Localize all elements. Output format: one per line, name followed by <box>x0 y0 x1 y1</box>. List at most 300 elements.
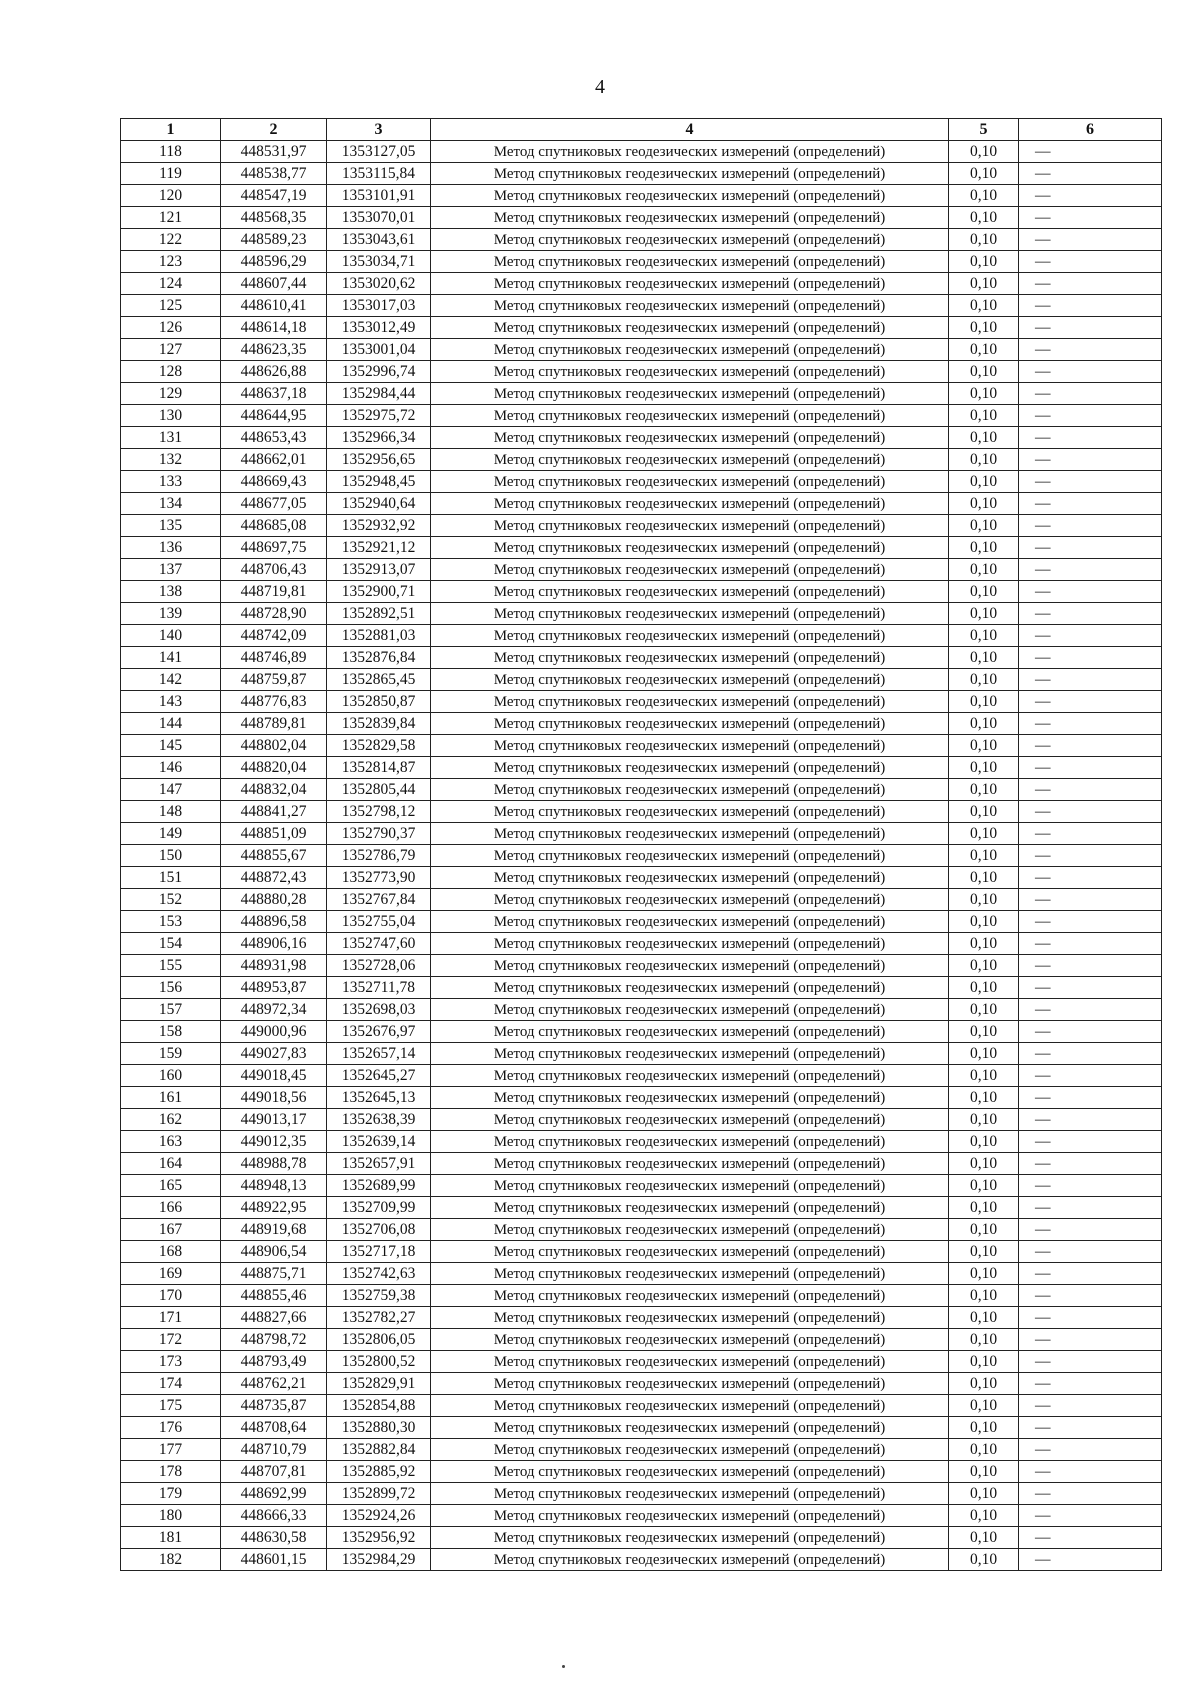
note-cell: — <box>1019 845 1162 867</box>
method-cell: Метод спутниковых геодезических измерений (определений) <box>431 1329 949 1351</box>
accuracy-cell: 0,10 <box>949 691 1019 713</box>
method-cell: Метод спутниковых геодезических измерений (определений) <box>431 1219 949 1241</box>
x-coordinate-cell: 448948,13 <box>221 1175 327 1197</box>
x-coordinate-cell: 448607,44 <box>221 273 327 295</box>
method-cell: Метод спутниковых геодезических измерений (определений) <box>431 1131 949 1153</box>
note-cell: — <box>1019 713 1162 735</box>
table-row <box>121 735 1162 757</box>
note-cell: — <box>1019 405 1162 427</box>
note-cell: — <box>1019 779 1162 801</box>
method-cell: Метод спутниковых геодезических измерений (определений) <box>431 273 949 295</box>
point-number-cell: 164 <box>121 1153 221 1175</box>
method-cell: Метод спутниковых геодезических измерений (определений) <box>431 471 949 493</box>
x-coordinate-cell: 448880,28 <box>221 889 327 911</box>
method-cell: Метод спутниковых геодезических измерений (определений) <box>431 1241 949 1263</box>
accuracy-cell: 0,10 <box>949 1241 1019 1263</box>
table-row <box>121 955 1162 977</box>
y-coordinate-cell: 1353020,62 <box>327 273 431 295</box>
point-number-cell: 139 <box>121 603 221 625</box>
y-coordinate-cell: 1352805,44 <box>327 779 431 801</box>
note-cell: — <box>1019 339 1162 361</box>
note-cell: — <box>1019 1131 1162 1153</box>
note-cell: — <box>1019 493 1162 515</box>
y-coordinate-cell: 1352966,34 <box>327 427 431 449</box>
note-cell: — <box>1019 735 1162 757</box>
x-coordinate-cell: 448988,78 <box>221 1153 327 1175</box>
point-number-cell: 181 <box>121 1527 221 1549</box>
note-cell: — <box>1019 1307 1162 1329</box>
table-row <box>121 1021 1162 1043</box>
table-row <box>121 779 1162 801</box>
y-coordinate-cell: 1352645,13 <box>327 1087 431 1109</box>
note-cell: — <box>1019 823 1162 845</box>
point-number-cell: 171 <box>121 1307 221 1329</box>
table-row <box>121 1505 1162 1527</box>
table-row <box>121 1285 1162 1307</box>
x-coordinate-cell: 448568,35 <box>221 207 327 229</box>
table-row <box>121 361 1162 383</box>
y-coordinate-cell: 1352839,84 <box>327 713 431 735</box>
point-number-cell: 162 <box>121 1109 221 1131</box>
method-cell: Метод спутниковых геодезических измерений (определений) <box>431 1021 949 1043</box>
table-row <box>121 339 1162 361</box>
note-cell: — <box>1019 1241 1162 1263</box>
method-cell: Метод спутниковых геодезических измерений (определений) <box>431 1439 949 1461</box>
accuracy-cell: 0,10 <box>949 999 1019 1021</box>
table-row <box>121 1351 1162 1373</box>
x-coordinate-cell: 448531,97 <box>221 141 327 163</box>
point-number-cell: 132 <box>121 449 221 471</box>
table-row <box>121 1219 1162 1241</box>
accuracy-cell: 0,10 <box>949 449 1019 471</box>
note-cell: — <box>1019 1549 1162 1571</box>
x-coordinate-cell: 448896,58 <box>221 911 327 933</box>
accuracy-cell: 0,10 <box>949 1549 1019 1571</box>
y-coordinate-cell: 1352698,03 <box>327 999 431 1021</box>
y-coordinate-cell: 1352706,08 <box>327 1219 431 1241</box>
note-cell: — <box>1019 801 1162 823</box>
y-coordinate-cell: 1352755,04 <box>327 911 431 933</box>
accuracy-cell: 0,10 <box>949 317 1019 339</box>
y-coordinate-cell: 1352850,87 <box>327 691 431 713</box>
accuracy-cell: 0,10 <box>949 977 1019 999</box>
y-coordinate-cell: 1352940,64 <box>327 493 431 515</box>
point-number-cell: 175 <box>121 1395 221 1417</box>
table-row <box>121 537 1162 559</box>
y-coordinate-cell: 1352921,12 <box>327 537 431 559</box>
note-cell: — <box>1019 1417 1162 1439</box>
y-coordinate-cell: 1352899,72 <box>327 1483 431 1505</box>
point-number-cell: 155 <box>121 955 221 977</box>
table-row <box>121 911 1162 933</box>
y-coordinate-cell: 1352865,45 <box>327 669 431 691</box>
x-coordinate-cell: 448827,66 <box>221 1307 327 1329</box>
y-coordinate-cell: 1352984,44 <box>327 383 431 405</box>
header-col-3: 3 <box>327 119 431 141</box>
y-coordinate-cell: 1352882,84 <box>327 1439 431 1461</box>
point-number-cell: 178 <box>121 1461 221 1483</box>
table-row <box>121 977 1162 999</box>
method-cell: Метод спутниковых геодезических измерений (определений) <box>431 339 949 361</box>
note-cell: — <box>1019 911 1162 933</box>
point-number-cell: 159 <box>121 1043 221 1065</box>
y-coordinate-cell: 1353070,01 <box>327 207 431 229</box>
accuracy-cell: 0,10 <box>949 1307 1019 1329</box>
x-coordinate-cell: 448653,43 <box>221 427 327 449</box>
point-number-cell: 145 <box>121 735 221 757</box>
y-coordinate-cell: 1352814,87 <box>327 757 431 779</box>
method-cell: Метод спутниковых геодезических измерений (определений) <box>431 845 949 867</box>
table-row <box>121 691 1162 713</box>
x-coordinate-cell: 448614,18 <box>221 317 327 339</box>
accuracy-cell: 0,10 <box>949 801 1019 823</box>
x-coordinate-cell: 448922,95 <box>221 1197 327 1219</box>
point-number-cell: 176 <box>121 1417 221 1439</box>
point-number-cell: 118 <box>121 141 221 163</box>
y-coordinate-cell: 1352829,58 <box>327 735 431 757</box>
note-cell: — <box>1019 449 1162 471</box>
table-row <box>121 1241 1162 1263</box>
x-coordinate-cell: 448762,21 <box>221 1373 327 1395</box>
accuracy-cell: 0,10 <box>949 1175 1019 1197</box>
y-coordinate-cell: 1353127,05 <box>327 141 431 163</box>
note-cell: — <box>1019 999 1162 1021</box>
accuracy-cell: 0,10 <box>949 515 1019 537</box>
x-coordinate-cell: 448677,05 <box>221 493 327 515</box>
point-number-cell: 166 <box>121 1197 221 1219</box>
accuracy-cell: 0,10 <box>949 1109 1019 1131</box>
note-cell: — <box>1019 185 1162 207</box>
accuracy-cell: 0,10 <box>949 251 1019 273</box>
table-row <box>121 1417 1162 1439</box>
accuracy-cell: 0,10 <box>949 1285 1019 1307</box>
table-row <box>121 1307 1162 1329</box>
method-cell: Метод спутниковых геодезических измерений (определений) <box>431 1263 949 1285</box>
note-cell: — <box>1019 163 1162 185</box>
note-cell: — <box>1019 537 1162 559</box>
point-number-cell: 128 <box>121 361 221 383</box>
note-cell: — <box>1019 361 1162 383</box>
accuracy-cell: 0,10 <box>949 559 1019 581</box>
x-coordinate-cell: 449000,96 <box>221 1021 327 1043</box>
y-coordinate-cell: 1352996,74 <box>327 361 431 383</box>
method-cell: Метод спутниковых геодезических измерений (определений) <box>431 559 949 581</box>
point-number-cell: 142 <box>121 669 221 691</box>
method-cell: Метод спутниковых геодезических измерений (определений) <box>431 823 949 845</box>
note-cell: — <box>1019 1461 1162 1483</box>
header-col-6: 6 <box>1019 119 1162 141</box>
x-coordinate-cell: 448851,09 <box>221 823 327 845</box>
x-coordinate-cell: 448669,43 <box>221 471 327 493</box>
point-number-cell: 129 <box>121 383 221 405</box>
table-row <box>121 1549 1162 1571</box>
header-col-5: 5 <box>949 119 1019 141</box>
point-number-cell: 168 <box>121 1241 221 1263</box>
y-coordinate-cell: 1352854,88 <box>327 1395 431 1417</box>
point-number-cell: 177 <box>121 1439 221 1461</box>
point-number-cell: 148 <box>121 801 221 823</box>
y-coordinate-cell: 1352975,72 <box>327 405 431 427</box>
y-coordinate-cell: 1352924,26 <box>327 1505 431 1527</box>
x-coordinate-cell: 448728,90 <box>221 603 327 625</box>
method-cell: Метод спутниковых геодезических измерений (определений) <box>431 229 949 251</box>
accuracy-cell: 0,10 <box>949 471 1019 493</box>
table-row <box>121 163 1162 185</box>
method-cell: Метод спутниковых геодезических измерений (определений) <box>431 735 949 757</box>
point-number-cell: 167 <box>121 1219 221 1241</box>
table-row <box>121 867 1162 889</box>
accuracy-cell: 0,10 <box>949 493 1019 515</box>
method-cell: Метод спутниковых геодезических измерений (определений) <box>431 1351 949 1373</box>
point-number-cell: 124 <box>121 273 221 295</box>
y-coordinate-cell: 1353034,71 <box>327 251 431 273</box>
note-cell: — <box>1019 1219 1162 1241</box>
stray-dot <box>562 1665 565 1668</box>
x-coordinate-cell: 448735,87 <box>221 1395 327 1417</box>
y-coordinate-cell: 1352639,14 <box>327 1131 431 1153</box>
accuracy-cell: 0,10 <box>949 229 1019 251</box>
y-coordinate-cell: 1353101,91 <box>327 185 431 207</box>
accuracy-cell: 0,10 <box>949 1527 1019 1549</box>
y-coordinate-cell: 1352767,84 <box>327 889 431 911</box>
y-coordinate-cell: 1352657,14 <box>327 1043 431 1065</box>
table-row <box>121 559 1162 581</box>
method-cell: Метод спутниковых геодезических измерений (определений) <box>431 515 949 537</box>
x-coordinate-cell: 448626,88 <box>221 361 327 383</box>
point-number-cell: 123 <box>121 251 221 273</box>
y-coordinate-cell: 1352900,71 <box>327 581 431 603</box>
method-cell: Метод спутниковых геодезических измерений (определений) <box>431 493 949 515</box>
y-coordinate-cell: 1352689,99 <box>327 1175 431 1197</box>
note-cell: — <box>1019 295 1162 317</box>
note-cell: — <box>1019 1329 1162 1351</box>
point-number-cell: 137 <box>121 559 221 581</box>
accuracy-cell: 0,10 <box>949 911 1019 933</box>
x-coordinate-cell: 448875,71 <box>221 1263 327 1285</box>
table-row <box>121 1395 1162 1417</box>
x-coordinate-cell: 449018,45 <box>221 1065 327 1087</box>
note-cell: — <box>1019 1021 1162 1043</box>
table-row <box>121 625 1162 647</box>
accuracy-cell: 0,10 <box>949 1351 1019 1373</box>
accuracy-cell: 0,10 <box>949 339 1019 361</box>
x-coordinate-cell: 448596,29 <box>221 251 327 273</box>
y-coordinate-cell: 1352676,97 <box>327 1021 431 1043</box>
x-coordinate-cell: 448601,15 <box>221 1549 327 1571</box>
method-cell: Метод спутниковых геодезических измерений (определений) <box>431 449 949 471</box>
x-coordinate-cell: 448820,04 <box>221 757 327 779</box>
table-row <box>121 647 1162 669</box>
x-coordinate-cell: 448707,81 <box>221 1461 327 1483</box>
note-cell: — <box>1019 229 1162 251</box>
table-row <box>121 1131 1162 1153</box>
x-coordinate-cell: 448623,35 <box>221 339 327 361</box>
note-cell: — <box>1019 251 1162 273</box>
note-cell: — <box>1019 1197 1162 1219</box>
accuracy-cell: 0,10 <box>949 1505 1019 1527</box>
x-coordinate-cell: 448630,58 <box>221 1527 327 1549</box>
point-number-cell: 119 <box>121 163 221 185</box>
accuracy-cell: 0,10 <box>949 823 1019 845</box>
x-coordinate-cell: 448953,87 <box>221 977 327 999</box>
note-cell: — <box>1019 1373 1162 1395</box>
table-row <box>121 1373 1162 1395</box>
accuracy-cell: 0,10 <box>949 141 1019 163</box>
method-cell: Метод спутниковых геодезических измерений (определений) <box>431 1087 949 1109</box>
accuracy-cell: 0,10 <box>949 273 1019 295</box>
x-coordinate-cell: 448710,79 <box>221 1439 327 1461</box>
y-coordinate-cell: 1352786,79 <box>327 845 431 867</box>
x-coordinate-cell: 448692,99 <box>221 1483 327 1505</box>
x-coordinate-cell: 448547,19 <box>221 185 327 207</box>
point-number-cell: 165 <box>121 1175 221 1197</box>
x-coordinate-cell: 448637,18 <box>221 383 327 405</box>
table-header <box>121 119 1162 141</box>
note-cell: — <box>1019 471 1162 493</box>
table-row <box>121 1483 1162 1505</box>
accuracy-cell: 0,10 <box>949 295 1019 317</box>
table-row <box>121 493 1162 515</box>
method-cell: Метод спутниковых геодезических измерений (определений) <box>431 1197 949 1219</box>
x-coordinate-cell: 448906,54 <box>221 1241 327 1263</box>
table-row <box>121 1329 1162 1351</box>
x-coordinate-cell: 448855,67 <box>221 845 327 867</box>
y-coordinate-cell: 1352806,05 <box>327 1329 431 1351</box>
y-coordinate-cell: 1352711,78 <box>327 977 431 999</box>
header-row <box>121 119 1162 141</box>
method-cell: Метод спутниковых геодезических измерений (определений) <box>431 1065 949 1087</box>
method-cell: Метод спутниковых геодезических измерений (определений) <box>431 1395 949 1417</box>
point-number-cell: 149 <box>121 823 221 845</box>
point-number-cell: 160 <box>121 1065 221 1087</box>
accuracy-cell: 0,10 <box>949 713 1019 735</box>
note-cell: — <box>1019 581 1162 603</box>
point-number-cell: 150 <box>121 845 221 867</box>
accuracy-cell: 0,10 <box>949 625 1019 647</box>
note-cell: — <box>1019 1153 1162 1175</box>
header-col-4: 4 <box>431 119 949 141</box>
note-cell: — <box>1019 625 1162 647</box>
method-cell: Метод спутниковых геодезических измерений (определений) <box>431 405 949 427</box>
note-cell: — <box>1019 1043 1162 1065</box>
x-coordinate-cell: 448855,46 <box>221 1285 327 1307</box>
method-cell: Метод спутниковых геодезических измерений (определений) <box>431 1307 949 1329</box>
y-coordinate-cell: 1352773,90 <box>327 867 431 889</box>
point-number-cell: 153 <box>121 911 221 933</box>
y-coordinate-cell: 1352709,99 <box>327 1197 431 1219</box>
method-cell: Метод спутниковых геодезических измерений (определений) <box>431 317 949 339</box>
method-cell: Метод спутниковых геодезических измерений (определений) <box>431 1373 949 1395</box>
table-row <box>121 317 1162 339</box>
method-cell: Метод спутниковых геодезических измерений (определений) <box>431 1043 949 1065</box>
accuracy-cell: 0,10 <box>949 427 1019 449</box>
table-row <box>121 141 1162 163</box>
x-coordinate-cell: 448742,09 <box>221 625 327 647</box>
method-cell: Метод спутниковых геодезических измерений (определений) <box>431 295 949 317</box>
accuracy-cell: 0,10 <box>949 757 1019 779</box>
method-cell: Метод спутниковых геодезических измерений (определений) <box>431 251 949 273</box>
point-number-cell: 121 <box>121 207 221 229</box>
table-body <box>121 141 1162 1571</box>
accuracy-cell: 0,10 <box>949 1395 1019 1417</box>
method-cell: Метод спутниковых геодезических измерений (определений) <box>431 383 949 405</box>
y-coordinate-cell: 1352717,18 <box>327 1241 431 1263</box>
table-row <box>121 669 1162 691</box>
table-row <box>121 1439 1162 1461</box>
y-coordinate-cell: 1353017,03 <box>327 295 431 317</box>
table-row <box>121 603 1162 625</box>
accuracy-cell: 0,10 <box>949 537 1019 559</box>
point-number-cell: 120 <box>121 185 221 207</box>
accuracy-cell: 0,10 <box>949 735 1019 757</box>
accuracy-cell: 0,10 <box>949 867 1019 889</box>
table-row <box>121 1153 1162 1175</box>
x-coordinate-cell: 448662,01 <box>221 449 327 471</box>
note-cell: — <box>1019 889 1162 911</box>
y-coordinate-cell: 1352881,03 <box>327 625 431 647</box>
method-cell: Метод спутниковых геодезических измерений (определений) <box>431 955 949 977</box>
point-number-cell: 140 <box>121 625 221 647</box>
point-number-cell: 130 <box>121 405 221 427</box>
note-cell: — <box>1019 207 1162 229</box>
point-number-cell: 182 <box>121 1549 221 1571</box>
method-cell: Метод спутниковых геодезических измерений (определений) <box>431 713 949 735</box>
accuracy-cell: 0,10 <box>949 163 1019 185</box>
y-coordinate-cell: 1352645,27 <box>327 1065 431 1087</box>
accuracy-cell: 0,10 <box>949 1439 1019 1461</box>
x-coordinate-cell: 448746,89 <box>221 647 327 669</box>
x-coordinate-cell: 448589,23 <box>221 229 327 251</box>
y-coordinate-cell: 1352759,38 <box>327 1285 431 1307</box>
note-cell: — <box>1019 1285 1162 1307</box>
table-row <box>121 1197 1162 1219</box>
accuracy-cell: 0,10 <box>949 1373 1019 1395</box>
x-coordinate-cell: 448644,95 <box>221 405 327 427</box>
accuracy-cell: 0,10 <box>949 1417 1019 1439</box>
accuracy-cell: 0,10 <box>949 361 1019 383</box>
y-coordinate-cell: 1352782,27 <box>327 1307 431 1329</box>
y-coordinate-cell: 1352948,45 <box>327 471 431 493</box>
x-coordinate-cell: 448719,81 <box>221 581 327 603</box>
note-cell: — <box>1019 1065 1162 1087</box>
note-cell: — <box>1019 647 1162 669</box>
point-number-cell: 144 <box>121 713 221 735</box>
y-coordinate-cell: 1352829,91 <box>327 1373 431 1395</box>
x-coordinate-cell: 448685,08 <box>221 515 327 537</box>
point-number-cell: 131 <box>121 427 221 449</box>
table-row <box>121 1263 1162 1285</box>
table-row <box>121 251 1162 273</box>
y-coordinate-cell: 1352984,29 <box>327 1549 431 1571</box>
x-coordinate-cell: 448789,81 <box>221 713 327 735</box>
accuracy-cell: 0,10 <box>949 1021 1019 1043</box>
method-cell: Метод спутниковых геодезических измерений (определений) <box>431 581 949 603</box>
note-cell: — <box>1019 383 1162 405</box>
method-cell: Метод спутниковых геодезических измерений (определений) <box>431 163 949 185</box>
x-coordinate-cell: 448793,49 <box>221 1351 327 1373</box>
table-row <box>121 471 1162 493</box>
note-cell: — <box>1019 1505 1162 1527</box>
point-number-cell: 141 <box>121 647 221 669</box>
note-cell: — <box>1019 427 1162 449</box>
point-number-cell: 152 <box>121 889 221 911</box>
x-coordinate-cell: 448666,33 <box>221 1505 327 1527</box>
accuracy-cell: 0,10 <box>949 383 1019 405</box>
method-cell: Метод спутниковых геодезических измерений (определений) <box>431 1175 949 1197</box>
accuracy-cell: 0,10 <box>949 1087 1019 1109</box>
note-cell: — <box>1019 559 1162 581</box>
note-cell: — <box>1019 933 1162 955</box>
